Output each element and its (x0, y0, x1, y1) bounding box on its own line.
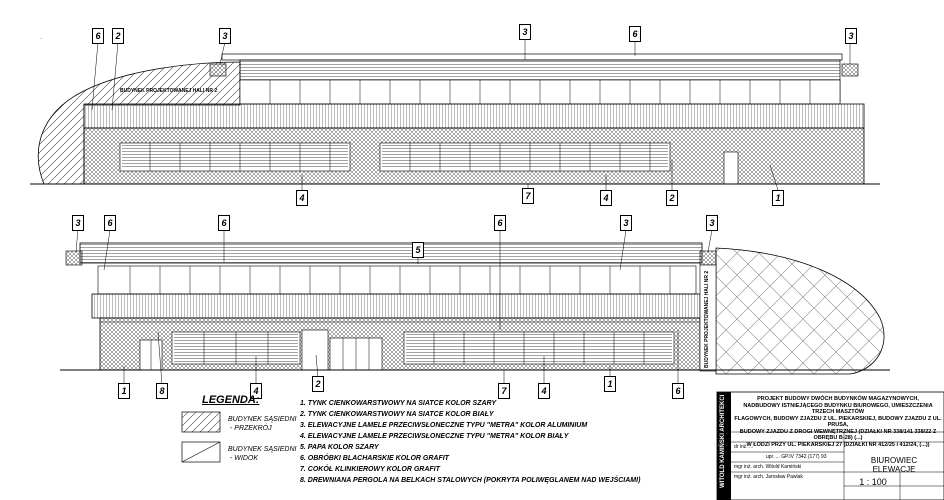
tag-7: 7 (522, 188, 534, 204)
note-5: 5. PAPA KOLOR SZARY (300, 444, 379, 451)
top-hall-label: BUDYNEK PROJEKTOWANEJ HALI NR 2 (120, 88, 218, 94)
office-name: WITOLD KAMIŃSKI ARCHITEKCI (720, 394, 726, 488)
legend-item-section: BUDYNEK SĄSIEDNI - PRZEKRÓJ (228, 416, 297, 432)
note-7: 7. COKÓŁ KLINKIEROWY KOLOR GRAFIT (300, 466, 440, 473)
tag-4: 4 (296, 190, 308, 206)
note-3: 3. ELEWACYJNE LAMELE PRZECIWSŁONECZNE TYPU "METRA" KOLOR ALUMINIUM (300, 422, 588, 429)
tag-3: 3 (72, 215, 84, 231)
tag-6: 6 (104, 215, 116, 231)
licence-number: upr. ... GP.IV 7342 (177) 93 (766, 454, 827, 460)
tag-3: 3 (620, 215, 632, 231)
note-4: 4. ELEWACYJNE LAMELE PRZECIWSŁONECZNE TYPU "METRA" KOLOR BIAŁY (300, 433, 569, 440)
bottom-elevation (60, 229, 890, 385)
top-elevation (30, 38, 880, 190)
note-6: 6. OBRÓBKI BLACHARSKIE KOLOR GRAFIT (300, 455, 449, 462)
bottom-hall-label: BUDYNEK PROJEKTOWANEJ HALI NR 2 (704, 270, 710, 368)
tag-6: 6 (629, 26, 641, 42)
tag-4: 4 (250, 383, 262, 399)
project-description: PROJEKT BUDOWY DWÓCH BUDYNKÓW MAGAZYNOWYCH, NADBUDOWY ISTNIEJĄCEGO BUDYNKU BIUROWEGO, UMIESZCZENIA TRZECH MASZTÓW FLAGOWYCH, BUDOWY ZJAZDU Z UL. PIEKARSKIEJ, BUDOWY ZJAZDU Z UL. PRUSA, BUDOWY ZJAZDU Z DROGI WEWNĘTRZNEJ (DZIAŁKI NR 338/141 338/22 Z OBRĘBU B-28) (...) W ŁODZI PRZY UL. PIEKARSKIEJ 27 (DZIAŁKI NR 412/25 i 412/24, (...)) (734, 396, 942, 448)
note-1: 1. TYNK CIENKOWARSTWOWY NA SIATCE KOLOR SZARY (300, 400, 497, 407)
tag-8: 8 (156, 383, 168, 399)
tag-3: 3 (219, 28, 231, 44)
tag-1: 1 (604, 376, 616, 392)
tag-6: 6 (218, 215, 230, 231)
tag-7: 7 (498, 383, 510, 399)
tag-3: 3 (519, 24, 531, 40)
tag-3: 3 (706, 215, 718, 231)
tag-6: 6 (494, 215, 506, 231)
tag-1: 1 (772, 190, 784, 206)
legend-swatch-section (182, 412, 220, 432)
legend-item-view: BUDYNEK SĄSIEDNI - WIDOK (228, 446, 297, 462)
designer-title: dr inż. ... (734, 444, 754, 450)
tag-6: 6 (672, 383, 684, 399)
drawing-title: BIUROWIEC ELEWACJE (870, 456, 918, 474)
note-2: 2. TYNK CIENKOWARSTWOWY NA SIATCE KOLOR BIAŁY (300, 411, 494, 418)
designer-1: mgr inż. arch. Witold Kamiński (734, 464, 802, 470)
tag-1: 1 (118, 383, 130, 399)
tag-4: 4 (600, 190, 612, 206)
designer-2: mgr inż. arch. Jarosław Pawlak (734, 474, 803, 480)
tag-5: 5 (412, 242, 424, 258)
note-8: 8. DREWNIANA PERGOLA NA BELKACH STALOWYCH (POKRYTA POLIWĘGLANEM NAD WEJŚCIAMI) (300, 477, 641, 484)
tag-2: 2 (666, 190, 678, 206)
tag-3: 3 (845, 28, 857, 44)
drawing-scale: 1 : 100 (859, 477, 887, 487)
tag-2: 2 (312, 376, 324, 392)
tag-6: 6 (92, 28, 104, 44)
legend-title: LEGENDA: (202, 394, 260, 406)
tag-2: 2 (112, 28, 124, 44)
tag-4: 4 (538, 383, 550, 399)
bottom-neighbour-building (716, 248, 884, 374)
